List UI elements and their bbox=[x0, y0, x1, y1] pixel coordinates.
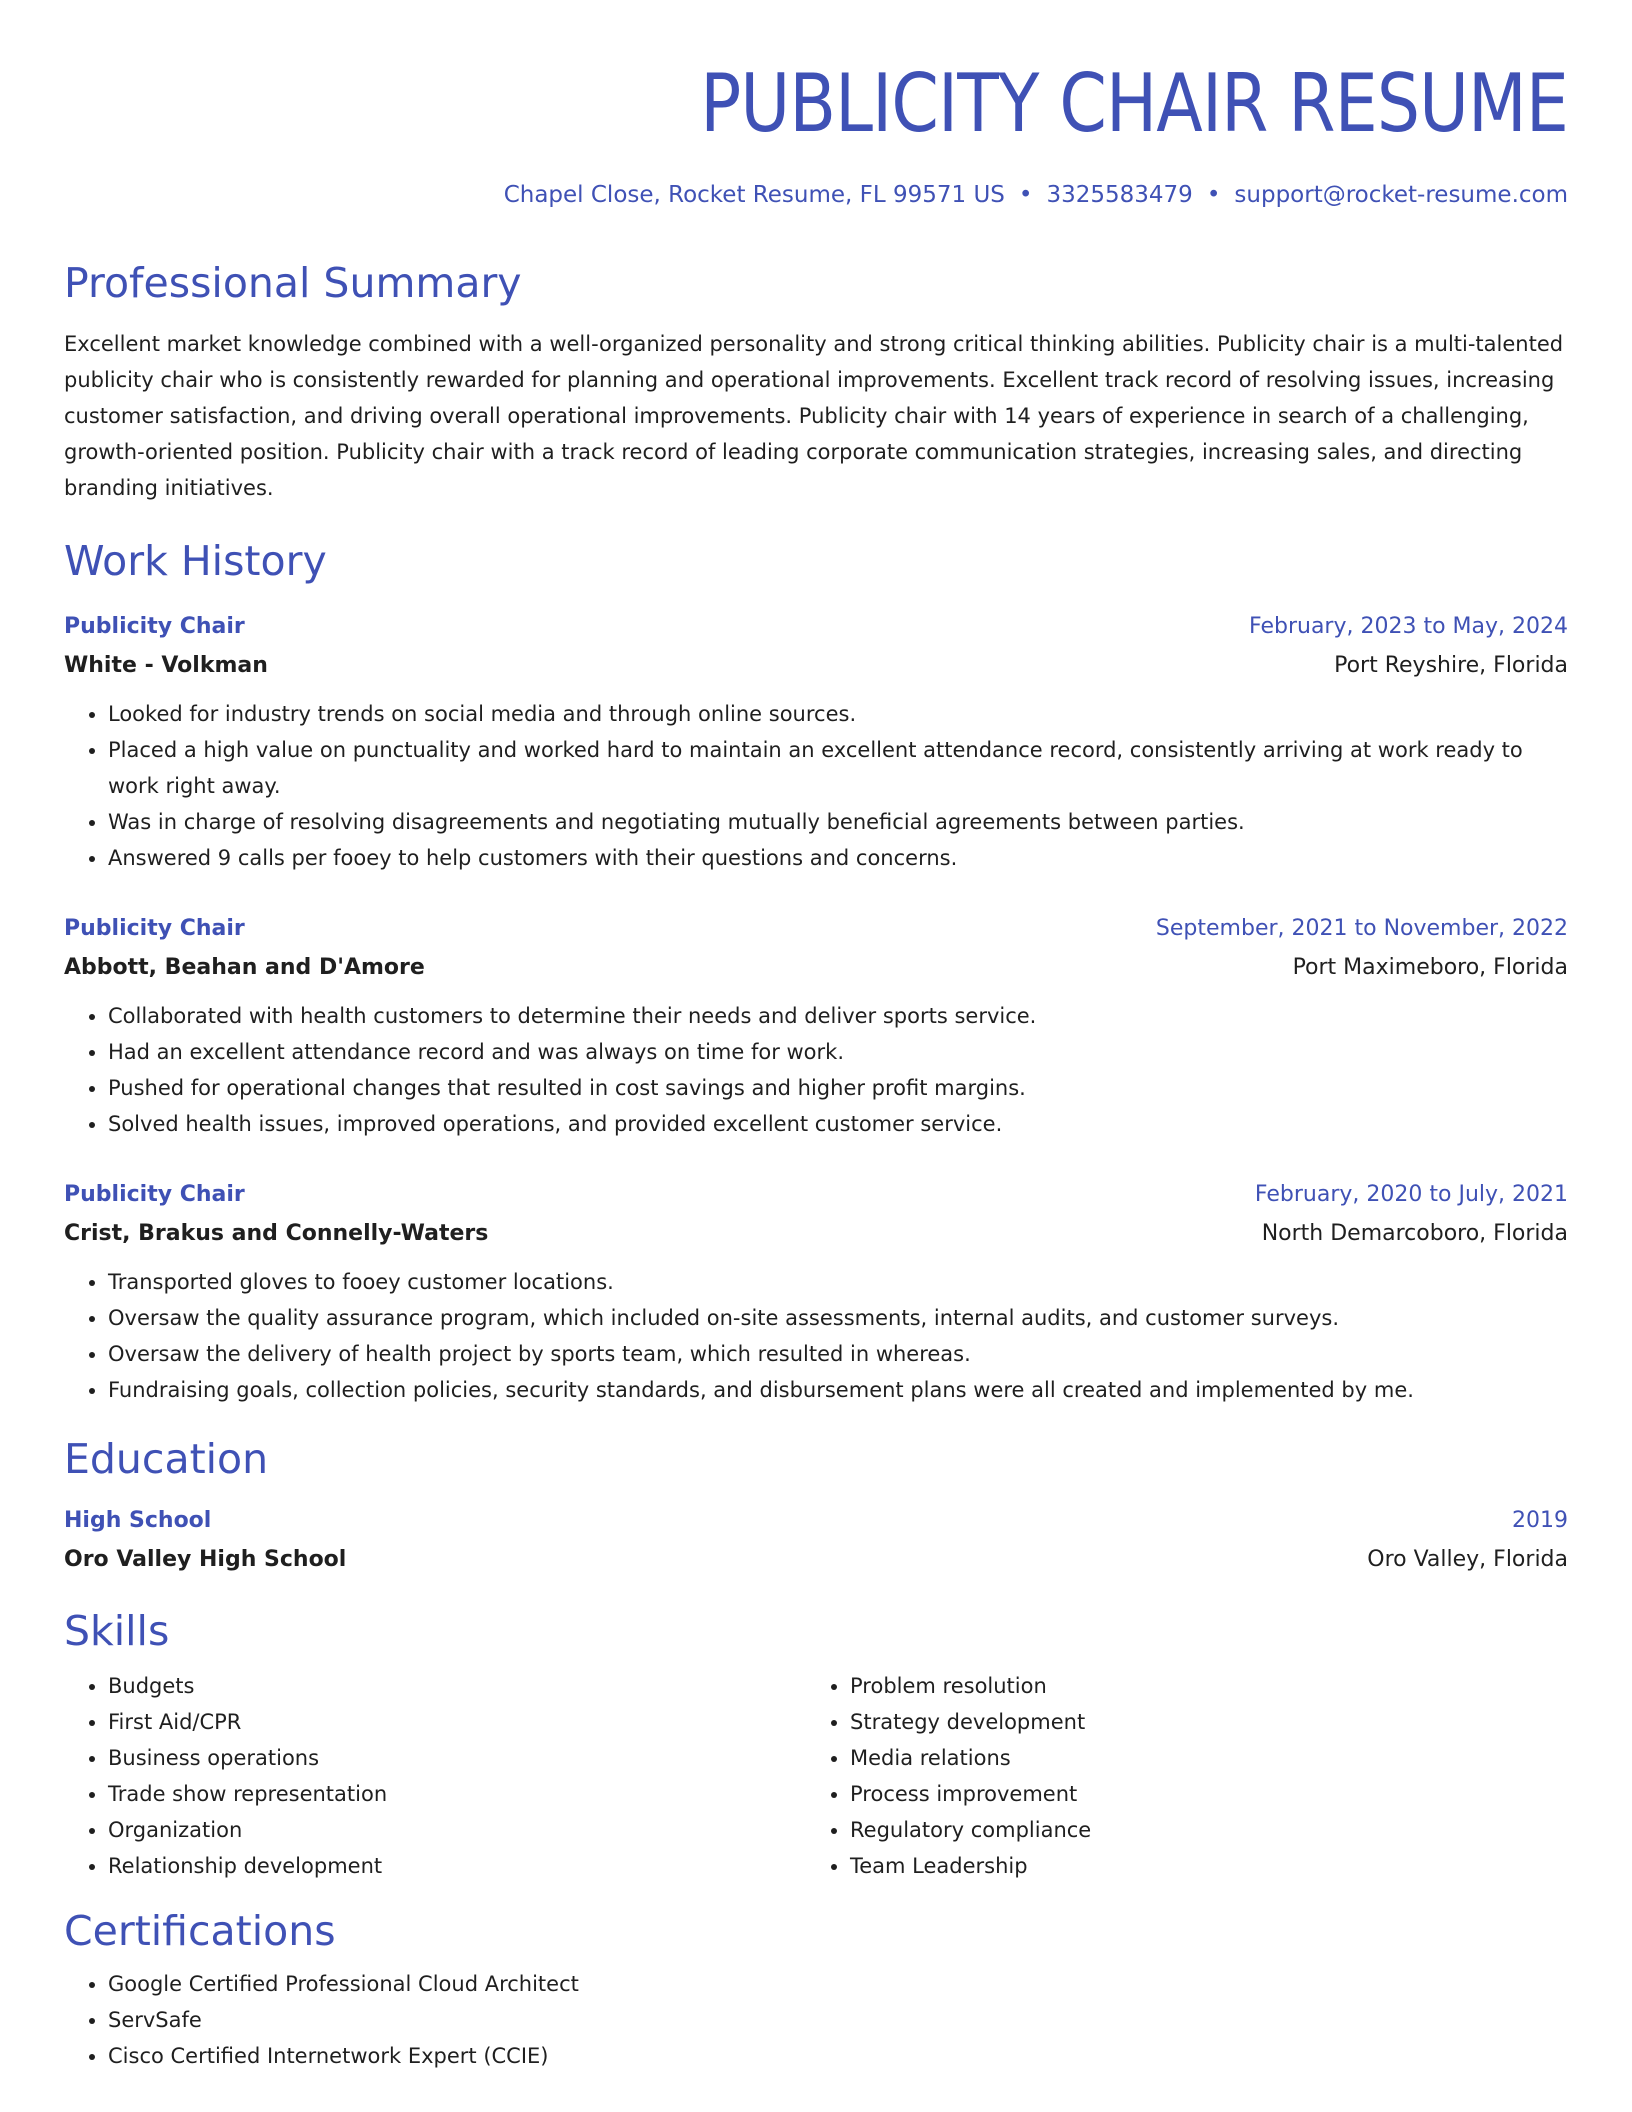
job-dates: September, 2021 to November, 2022 bbox=[1155, 916, 1568, 941]
job-dates: February, 2020 to July, 2021 bbox=[1254, 1182, 1568, 1207]
duty-item: • Transported gloves to fooey customer locations. bbox=[108, 1264, 1568, 1300]
skill-item: • Media relations bbox=[850, 1740, 1548, 1776]
contact-address: Chapel Close, Rocket Resume, FL 99571 US bbox=[503, 182, 1005, 208]
contact-phone: 3325583479 bbox=[1046, 182, 1193, 208]
job-entry bbox=[64, 910, 1568, 1142]
skills-section bbox=[64, 1606, 1568, 1884]
section-heading: Certifications bbox=[64, 1907, 336, 1955]
certification-item: • Google Certified Professional Cloud Architect bbox=[108, 1966, 1568, 2002]
skill-item: • Organization bbox=[108, 1812, 806, 1848]
contact-separator: • bbox=[1206, 182, 1221, 208]
professional-summary-section bbox=[64, 258, 1568, 506]
resume-header bbox=[64, 56, 1568, 210]
skill-item: • Team Leadership bbox=[850, 1848, 1548, 1884]
certifications-list bbox=[64, 1966, 1568, 2074]
duty-item: • Looked for industry trends on social media and through online sources. bbox=[108, 696, 1568, 732]
certification-item: • Cisco Certified Internetwork Expert (CCIE) bbox=[108, 2038, 1568, 2074]
section-heading: Professional Summary bbox=[64, 259, 522, 307]
skill-item: • Budgets bbox=[108, 1668, 806, 1704]
contact-line bbox=[64, 180, 1568, 210]
skill-item: • Relationship development bbox=[108, 1848, 806, 1884]
job-role: Publicity Chair bbox=[64, 1182, 245, 1207]
skill-item: • First Aid/CPR bbox=[108, 1704, 806, 1740]
skill-item: • Trade show representation bbox=[108, 1776, 806, 1812]
job-company: White - Volkman bbox=[64, 653, 268, 678]
education-entry bbox=[64, 1502, 1568, 1580]
skill-item: • Business operations bbox=[108, 1740, 806, 1776]
job-duties bbox=[64, 1264, 1568, 1408]
job-role: Publicity Chair bbox=[64, 614, 245, 639]
duty-item: • Collaborated with health customers to determine their needs and deliver sports service. bbox=[108, 998, 1568, 1034]
section-heading: Skills bbox=[64, 1607, 170, 1655]
duty-item: • Pushed for operational changes that resulted in cost savings and higher profit margins. bbox=[108, 1070, 1568, 1106]
education-location: Oro Valley, Florida bbox=[1367, 1547, 1568, 1572]
summary-text: Excellent market knowledge combined with a well-organized personality and strong critical thinking abilities. Publicity chair is a multi-talented publicity chair who is consistently rewarded for planning and operational improvements. Excellent track record of resolving issues, increasing customer satisfaction, and driving overall operational improvements. Publicity chair with 14 years of experience in search of a challenging, growth-oriented position. Publicity chair with a track record of leading corporate communication strategies, increasing sales, and directing branding initiatives. bbox=[64, 332, 1564, 500]
skills-list-right bbox=[806, 1668, 1548, 1884]
duty-item: • Placed a high value on punctuality and worked hard to maintain an excellent attendance record, consistently arriving at work ready to work right away. bbox=[108, 732, 1568, 804]
education-degree: High School bbox=[64, 1508, 212, 1533]
certification-item: • ServSafe bbox=[108, 2002, 1568, 2038]
job-role: Publicity Chair bbox=[64, 916, 245, 941]
job-duties bbox=[64, 696, 1568, 876]
duty-item: • Solved health issues, improved operations, and provided excellent customer service. bbox=[108, 1106, 1568, 1142]
skills-columns bbox=[64, 1668, 1568, 1884]
contact-separator: • bbox=[1018, 182, 1033, 208]
certifications-section bbox=[64, 1906, 1568, 2074]
job-company: Crist, Brakus and Connelly-Waters bbox=[64, 1221, 489, 1246]
section-heading: Work History bbox=[64, 537, 327, 585]
job-entry bbox=[64, 608, 1568, 876]
resume-title: PUBLICITY CHAIR RESUME bbox=[700, 57, 1568, 150]
work-history-section bbox=[64, 536, 1568, 1408]
job-company: Abbott, Beahan and D'Amore bbox=[64, 955, 425, 980]
skill-item: • Problem resolution bbox=[850, 1668, 1548, 1704]
job-location: North Demarcoboro, Florida bbox=[1261, 1221, 1568, 1246]
duty-item: • Fundraising goals, collection policies, security standards, and disbursement plans were all created and implemented by me. bbox=[108, 1372, 1568, 1408]
job-dates: February, 2023 to May, 2024 bbox=[1249, 614, 1568, 639]
job-location: Port Maximeboro, Florida bbox=[1292, 955, 1568, 980]
education-year: 2019 bbox=[1512, 1508, 1568, 1533]
section-heading: Education bbox=[64, 1435, 269, 1483]
education-school: Oro Valley High School bbox=[64, 1547, 347, 1572]
duty-item: • Was in charge of resolving disagreements and negotiating mutually beneficial agreements between parties. bbox=[108, 804, 1568, 840]
duty-item: • Oversaw the quality assurance program, which included on-site assessments, internal audits, and customer surveys. bbox=[108, 1300, 1568, 1336]
job-entry bbox=[64, 1176, 1568, 1408]
education-section bbox=[64, 1434, 1568, 1580]
skill-item: • Process improvement bbox=[850, 1776, 1548, 1812]
duty-item: • Had an excellent attendance record and was always on time for work. bbox=[108, 1034, 1568, 1070]
job-duties bbox=[64, 998, 1568, 1142]
duty-item: • Oversaw the delivery of health project by sports team, which resulted in whereas. bbox=[108, 1336, 1568, 1372]
job-location: Port Reyshire, Florida bbox=[1334, 653, 1568, 678]
duty-item: • Answered 9 calls per fooey to help customers with their questions and concerns. bbox=[108, 840, 1568, 876]
contact-email: support@rocket-resume.com bbox=[1234, 182, 1568, 208]
skill-item: • Strategy development bbox=[850, 1704, 1548, 1740]
skills-list-left bbox=[64, 1668, 806, 1884]
skill-item: • Regulatory compliance bbox=[850, 1812, 1548, 1848]
